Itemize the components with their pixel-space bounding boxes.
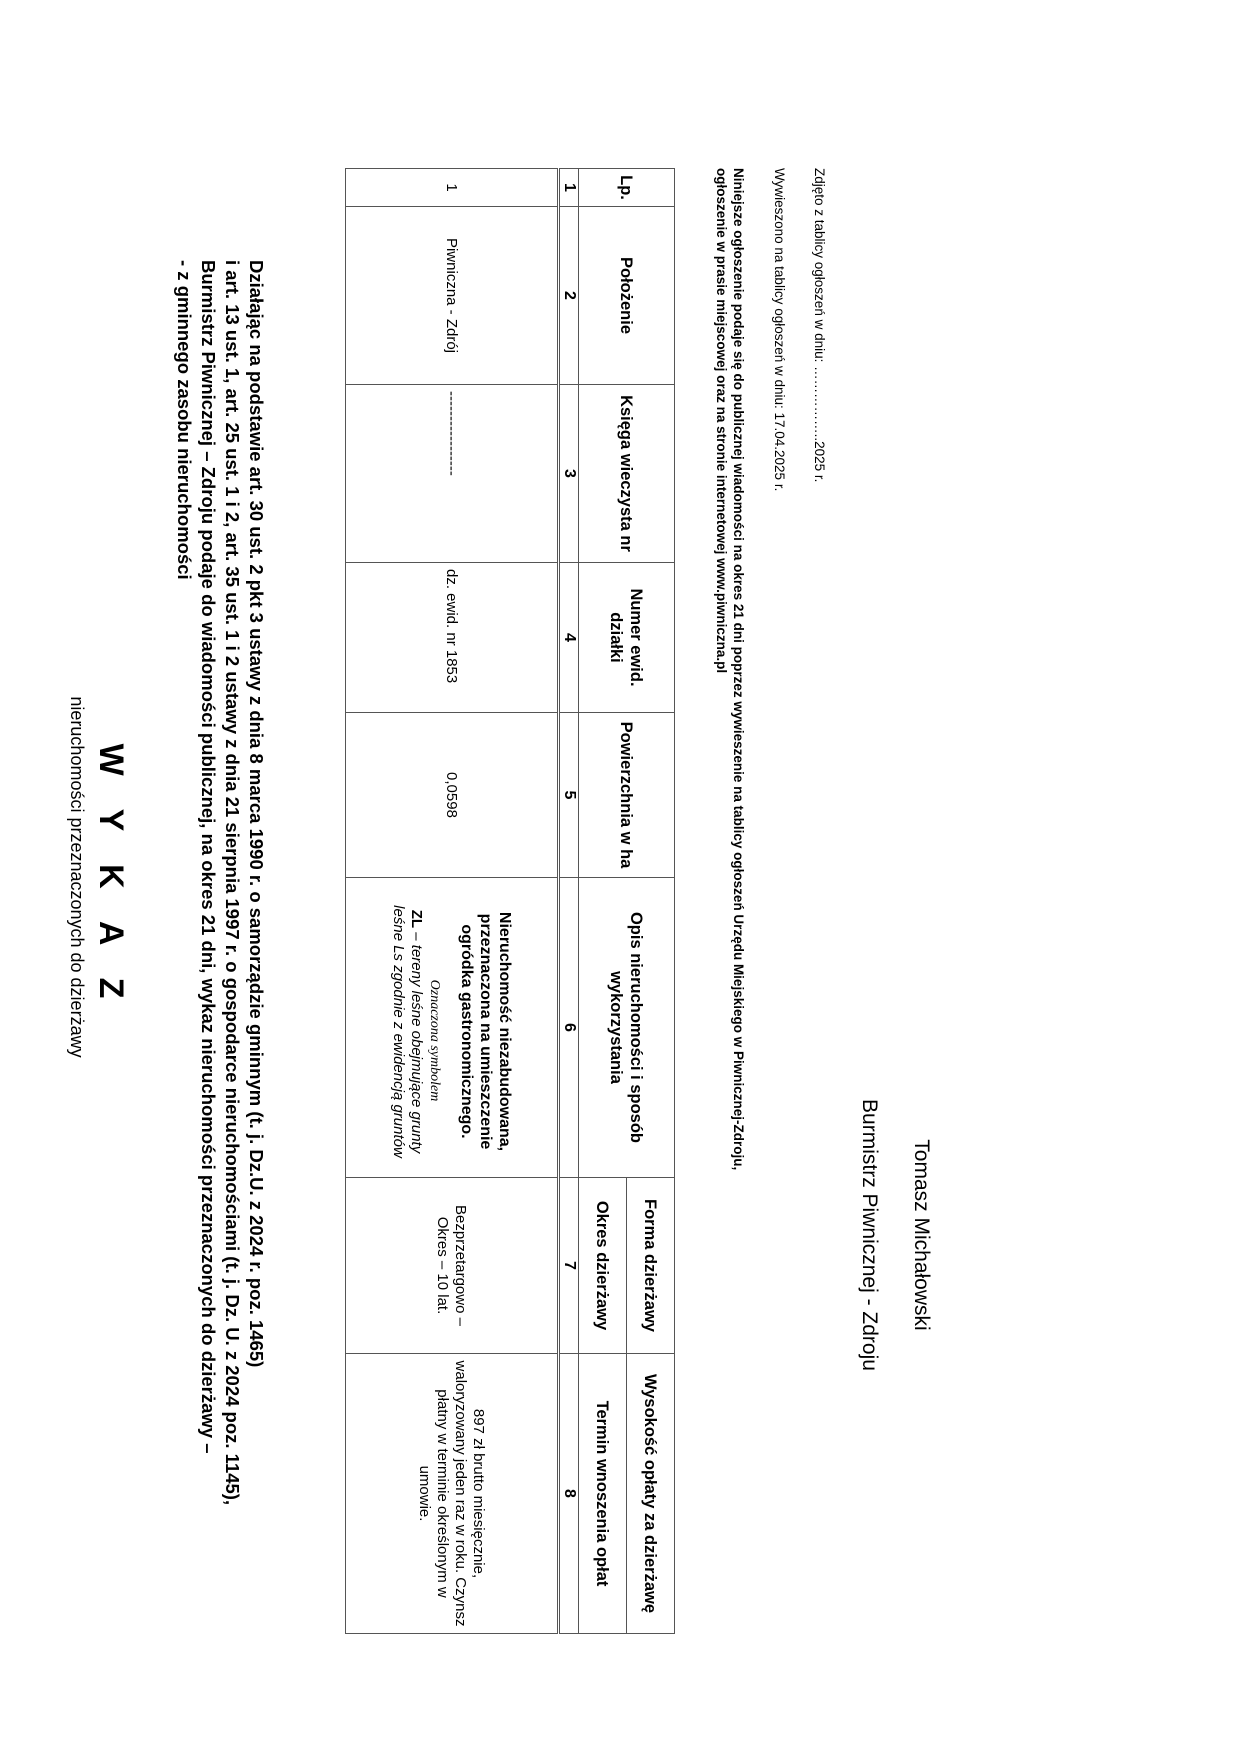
col-number: 4 — [559, 563, 579, 713]
intro-line: Działając na podstawie art. 30 ust. 2 pkt 3 ustawy z dnia 8 marca 1990 r. o samorządzie gminnym (t. j. Dz.U. z 2024 r. poz. 1465) — [246, 260, 267, 1368]
cell-ksiega: ----------------- — [346, 385, 559, 563]
notice-line: ogłoszenie w prasie miejscowej oraz na stronie internetowej www.piwniczna.pl — [714, 168, 729, 674]
col-number: 8 — [559, 1354, 579, 1634]
column-number-row — [559, 169, 579, 1634]
table-row — [346, 169, 559, 1634]
col-number: 7 — [559, 1178, 579, 1354]
col-number: 1 — [559, 169, 579, 207]
opis-zl-code: ZL — [408, 909, 425, 929]
page-title: W Y K A Z — [92, 743, 130, 1011]
header-polozenie: Położenie — [579, 207, 675, 385]
col-number: 6 — [559, 878, 579, 1178]
publication-notice — [713, 168, 747, 1468]
header-numer: Numer ewid. działki — [579, 563, 675, 713]
header-wysokosc: Wysokość opłaty za dzierżawę — [627, 1354, 675, 1634]
intro-line: i art. 13 ust. 1, art. 25 ust. 1 i 2, art. 35 ust. 1 i 2 ustawy z dnia 21 sierpnia 1997 r. o gospodarce nieruchomościami (t. j. Dz. U. z 2024 poz. 1145), — [222, 260, 243, 1506]
legal-basis-paragraph — [172, 260, 268, 1655]
opis-zl-text: – tereny leśne obejmujące grunty leśne Ls zgodnie z ewidencją gruntów — [390, 905, 425, 1158]
header-okres: Okres dzierżawy — [579, 1178, 627, 1354]
cell-polozenie: Piwniczna - Zdrój — [346, 207, 559, 385]
header-termin: Termin wnoszenia opłat — [579, 1354, 627, 1634]
header-opis: Opis nieruchomości i sposób wykorzystania — [579, 878, 675, 1178]
intro-line: - z gminnego zasobu nieruchomości — [174, 260, 195, 580]
posted-date: Wywieszono na tablicy ogłoszeń w dniu: 17.04.2025 r. — [772, 168, 787, 492]
col-number: 3 — [559, 385, 579, 563]
notice-line: Niniejsze ogłoszenie podaje się do publicznej wiadomości na okres 21 dni poprzez wywieszenie na tablicy ogłoszeń Urzędu Miejskiego w Piwnicznej-Zdroju, — [731, 168, 746, 1171]
cell-powierzchnia: 0,0598 — [346, 713, 559, 878]
cell-opis — [346, 878, 559, 1178]
header-lp: Lp. — [579, 169, 675, 207]
header-ksiega: Księga wieczysta nr — [579, 385, 675, 563]
cell-forma-okres: Bezprzetargowo – Okres – 10 lat. — [346, 1178, 559, 1354]
opis-zl — [389, 892, 425, 1171]
header-powierzchnia: Powierzchnia w ha — [579, 713, 675, 878]
removed-date: Zdjęto z tablicy ogłoszeń w dniu: ……………..2025 r. — [812, 168, 827, 483]
page-subtitle: nieruchomości przeznaczonych do dzierżawy — [67, 696, 87, 1058]
cell-oplata: 897 zł brutto miesięcznie, waloryzowany jeden raz w roku. Czynsz płatny w terminie określonym w umowie. — [346, 1354, 559, 1634]
cell-numer: dz. ewid. nr 1853 — [346, 563, 559, 713]
cell-lp: 1 — [346, 169, 559, 207]
col-number: 5 — [559, 713, 579, 878]
header-forma: Forma dzierżawy — [627, 1178, 675, 1354]
opis-main: Nieruchomość niezabudowana, przeznaczona na umieszczenie ogródka gastronomicznego. — [458, 911, 513, 1152]
signatory-name: Tomasz Michałowski — [910, 1139, 933, 1331]
intro-line: Burmistrz Piwnicznej – Zdroju podaje do wiadomości publicznej, na okres 21 dni, wykaz nieruchomości przeznaczonych do dzierżawy – — [198, 260, 219, 1454]
opis-note: Oznaczona symbolem — [427, 979, 442, 1102]
signatory-title: Burmistrz Piwnicznej - Zdroju — [858, 1099, 881, 1371]
col-number: 2 — [559, 207, 579, 385]
property-table — [345, 168, 675, 1634]
